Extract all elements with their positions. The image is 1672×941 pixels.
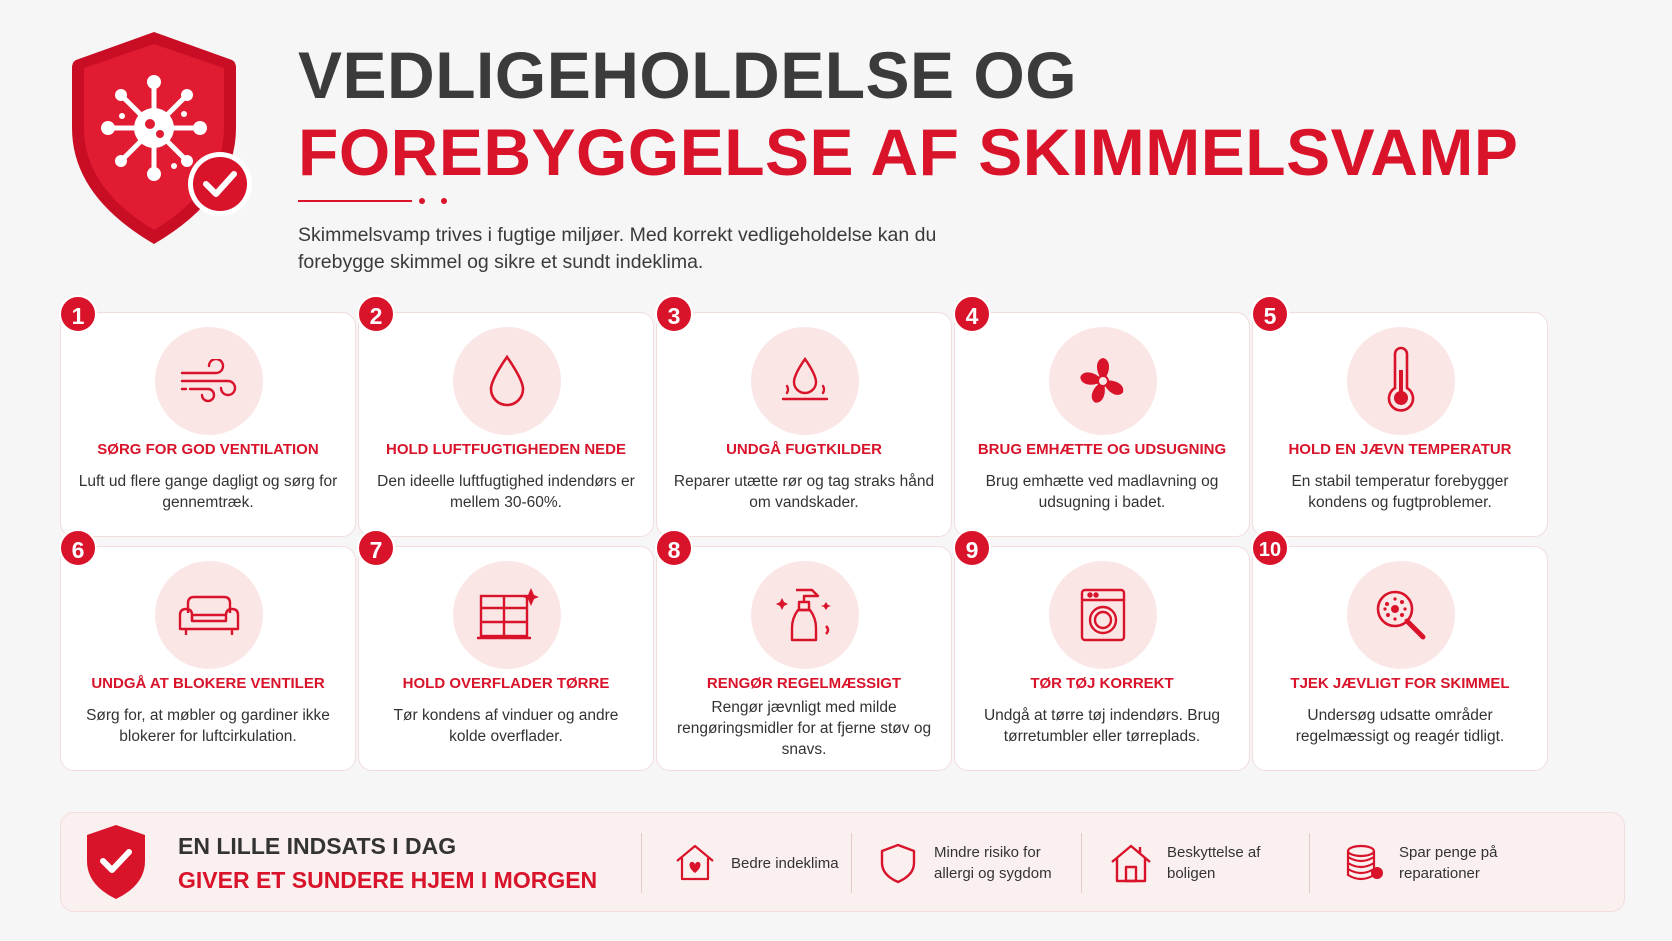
tip-description: Den ideelle luftfugtighed indendørs er mellem 30-60%. (377, 473, 635, 511)
divider (641, 833, 642, 893)
tip-card-10 (1252, 539, 1548, 771)
tip-card-5 (1252, 303, 1548, 537)
tip-title: SØRG FOR GOD VENTILATION (97, 441, 319, 458)
icon-circle (751, 327, 859, 435)
tip-title: TJEK JÆVLIGT FOR SKIMMEL (1290, 675, 1510, 692)
tip-number: 10 (1251, 529, 1289, 567)
divider (851, 833, 852, 893)
house-heart-icon (673, 841, 717, 885)
tip-description: Tør kondens af vinduer og andre kolde overflader. (393, 707, 619, 745)
tip-title: UNDGÅ AT BLOKERE VENTILER (91, 675, 325, 692)
leak-drop-icon (775, 353, 835, 409)
wind-icon (178, 359, 240, 403)
sofa-icon (176, 593, 242, 637)
tip-number: 1 (59, 295, 97, 333)
house-icon (1109, 841, 1153, 885)
fan-icon (1074, 352, 1132, 410)
tip-number: 4 (953, 295, 991, 333)
title-line1: VEDLIGEHOLDELSE OG (298, 38, 1078, 112)
tip-number: 7 (357, 529, 395, 567)
tips-grid (60, 303, 1625, 790)
icon-circle (155, 327, 263, 435)
tip-description: Undersøg udsatte områder regelmæssigt og reagér tidligt. (1295, 707, 1505, 745)
title-divider (298, 196, 498, 206)
coins-icon (1341, 841, 1385, 885)
shield-check-icon (83, 823, 149, 901)
benefit-text: Mindre risiko for allergi og sygdom (934, 844, 1052, 882)
tip-card-1 (60, 303, 356, 537)
tip-description: Sørg for, at møbler og gardiner ikke blokerer for luftcirkulation. (86, 707, 330, 745)
tip-title: BRUG EMHÆTTE OG UDSUGNING (977, 441, 1227, 458)
benefit-item (673, 833, 839, 893)
thermometer-icon (1381, 346, 1421, 416)
icon-circle (453, 327, 561, 435)
icon-circle (453, 561, 561, 669)
banner-subheading: GIVER ET SUNDERE HJEM I MORGEN (178, 867, 598, 893)
tip-title: UNDGÅ FUGTKILDER (726, 441, 882, 458)
icon-circle (751, 561, 859, 669)
tip-card-7 (358, 537, 654, 771)
tip-number: 6 (59, 529, 97, 567)
tip-description: Brug emhætte ved madlavning og udsugning i badet. (985, 473, 1219, 511)
banner-heading: EN LILLE INDSATS I DAG (178, 833, 457, 859)
divider (1081, 833, 1082, 893)
icon-circle (1347, 327, 1455, 435)
magnifier-mold-icon (1371, 585, 1431, 645)
summary-banner (60, 812, 1625, 912)
tip-card-2 (358, 303, 654, 537)
tip-number: 8 (655, 529, 693, 567)
benefit-text: Beskyttelse af boligen (1167, 844, 1261, 882)
tip-number: 2 (357, 295, 395, 333)
tip-number: 5 (1251, 295, 1289, 333)
icon-circle (1347, 561, 1455, 669)
tip-card-4 (954, 303, 1250, 537)
tip-title: TØR TØJ KORREKT (1030, 675, 1174, 692)
divider (1309, 833, 1310, 893)
benefit-item (876, 833, 1074, 893)
benefit-item (1341, 833, 1529, 893)
title-line2: FOREBYGGELSE AF SKIMMELSVAMP (298, 115, 1519, 189)
tip-title: RENGØR REGELMÆSSIGT (706, 675, 902, 692)
benefit-text: Bedre indeklima (731, 854, 839, 872)
tip-title: HOLD OVERFLADER TØRRE (402, 675, 610, 692)
icon-circle (1049, 561, 1157, 669)
tip-card-3 (656, 303, 952, 537)
tip-description: Reparer utætte rør og tag straks hånd om vandskader. (673, 473, 935, 511)
tip-card-8 (656, 537, 952, 771)
tip-description: Rengør jævnligt med milde rengøringsmidler for at fjerne støv og snavs. (676, 699, 932, 758)
shield-icon (876, 841, 920, 885)
tip-description: Undgå at tørre tøj indendørs. Brug tørretumbler eller tørreplads. (983, 707, 1221, 745)
tip-title: HOLD LUFTFUGTIGHEDEN NEDE (386, 441, 626, 458)
spray-bottle-icon (774, 584, 836, 646)
mold-shield-icon (64, 28, 274, 253)
page-title (298, 38, 1638, 192)
tip-number: 9 (953, 529, 991, 567)
icon-circle (1049, 327, 1157, 435)
tip-card-9 (954, 537, 1250, 771)
tip-number: 3 (655, 295, 693, 333)
window-icon (475, 586, 539, 644)
benefit-item (1109, 833, 1277, 893)
benefit-text: Spar penge på reparationer (1399, 844, 1498, 882)
water-drop-icon (485, 353, 529, 409)
washing-machine-icon (1078, 586, 1128, 644)
tip-description: En stabil temperatur forebygger kondens og fugtproblemer. (1291, 473, 1509, 511)
intro-text: Skimmelsvamp trives i fugtige miljøer. Med korrekt vedligeholdelse kan du forebygge skimmel og sikre et sundt indeklima. (298, 224, 937, 273)
icon-circle (155, 561, 263, 669)
tip-description: Luft ud flere gange dagligt og sørg for gennemtræk. (78, 473, 338, 511)
tip-title: HOLD EN JÆVN TEMPERATUR (1288, 441, 1512, 458)
tip-card-6 (60, 537, 356, 771)
